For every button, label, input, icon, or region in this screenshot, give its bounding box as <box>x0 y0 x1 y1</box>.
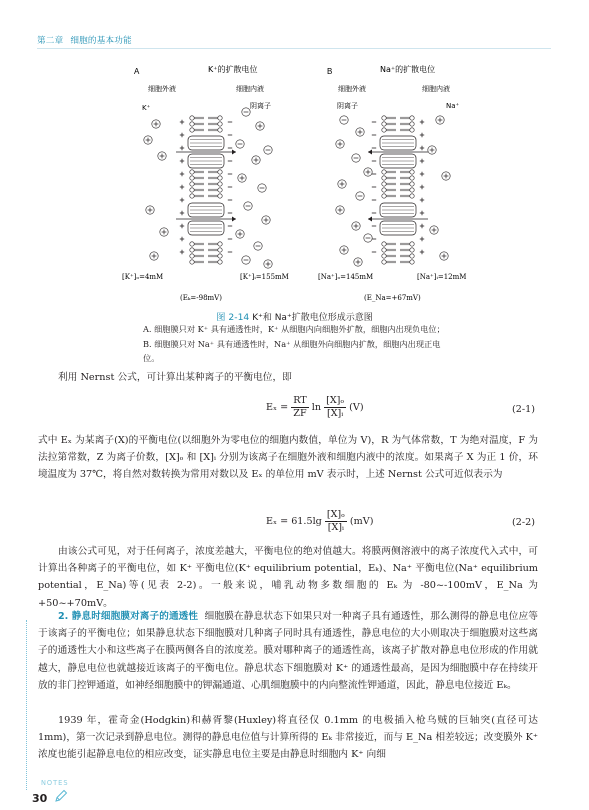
anion <box>264 146 272 154</box>
eq2-outside-conc: [X]ₒ <box>326 509 345 520</box>
plus-charge <box>420 224 424 228</box>
paragraph-permeability <box>38 608 538 694</box>
cation <box>340 246 348 254</box>
equation-2-1-number: (2-1) <box>512 404 535 415</box>
lipid-outer <box>190 176 204 180</box>
lipid-inner <box>400 194 414 198</box>
plus-charge <box>180 159 184 163</box>
plus-charge <box>180 237 184 241</box>
lipid-inner <box>400 128 414 132</box>
lipid-outer <box>382 188 396 192</box>
anion <box>364 234 372 242</box>
anion <box>254 242 262 250</box>
panel-b-potential: (E_Na=+67mV) <box>364 294 421 302</box>
lipid-outer <box>190 128 204 132</box>
lipid-outer <box>382 260 396 264</box>
equation-2-2 <box>266 509 373 534</box>
panel-a-title: K⁺的扩散电位 <box>208 65 258 74</box>
lipid-outer <box>382 128 396 132</box>
cation <box>352 222 360 230</box>
plus-charge <box>420 159 424 163</box>
cation <box>146 206 154 214</box>
equation-2-1 <box>266 395 364 420</box>
plus-charge <box>420 133 424 137</box>
lipid-outer <box>382 122 396 126</box>
panel-b-title: Na⁺的扩散电位 <box>380 65 436 74</box>
cation <box>256 122 264 130</box>
panel-b-inside-label: 细胞内液 <box>422 85 450 93</box>
cation <box>436 116 444 124</box>
panel-b-letter: B <box>327 67 333 76</box>
panel-b-anion-label: 阴离子 <box>337 102 358 110</box>
eq2-concentration-ratio <box>325 509 347 534</box>
lipid-outer <box>382 248 396 252</box>
plus-charge <box>420 250 424 254</box>
lipid-inner <box>400 182 414 186</box>
cation <box>238 174 246 182</box>
cation <box>354 258 362 266</box>
cation <box>338 180 346 188</box>
plus-charge <box>180 146 184 150</box>
panel-a <box>122 64 289 302</box>
lipid-inner <box>208 194 222 198</box>
chapter-title: 细胞的基本功能 <box>70 36 132 46</box>
margin-dotted-line <box>26 620 27 790</box>
panel-a-ion-label: K⁺ <box>142 104 151 112</box>
panel-a-letter: A <box>134 67 140 76</box>
anion <box>236 140 244 148</box>
panel-b-ion-label: Na⁺ <box>446 102 460 110</box>
diffusion-arrow-head <box>368 217 372 222</box>
lipid-inner <box>208 182 222 186</box>
anion <box>356 192 364 200</box>
cation <box>428 146 436 154</box>
lipid-inner <box>208 248 222 252</box>
plus-charge <box>420 172 424 176</box>
panel-a-outside-conc: [K⁺]ₒ=4mM <box>122 273 164 281</box>
cation <box>236 230 244 238</box>
lipid-inner <box>208 188 222 192</box>
cation <box>150 252 158 260</box>
lipid-inner <box>208 254 222 258</box>
anion <box>340 116 348 124</box>
eq1-coefficient <box>291 395 308 420</box>
figure-caption-body: A. 细胞膜只对 K⁺ 具有通透性时，K⁺ 从细胞内向细胞外扩散，细胞内出现负电位；B. 细胞膜只对 Na⁺ 具有通透性时，Na⁺ 从细胞外向细胞内扩散，细胞内出现正电位。 <box>143 324 445 363</box>
lipid-inner <box>400 248 414 252</box>
lipid-outer <box>382 176 396 180</box>
cation <box>442 172 450 180</box>
lipid-inner <box>400 188 414 192</box>
lipid-outer <box>190 254 204 258</box>
lipid-inner <box>208 128 222 132</box>
lipid-inner <box>208 260 222 264</box>
chapter-header <box>37 34 136 46</box>
lipid-outer <box>190 248 204 252</box>
plus-charge <box>180 211 184 215</box>
panel-a-potential: (Eₖ=-98mV) <box>180 294 222 302</box>
lipid-outer <box>382 116 396 120</box>
eq1-numerator: RT <box>293 395 307 406</box>
lipid-inner <box>208 242 222 246</box>
anion <box>258 184 266 192</box>
cation <box>252 156 260 164</box>
paragraph-intro: 利用 Nernst 公式，可计算出某种离子的平衡电位，即 <box>58 372 292 383</box>
figure-number: 图 2-14 <box>216 312 250 323</box>
cation <box>356 128 364 136</box>
plus-charge <box>180 120 184 124</box>
lipid-inner <box>208 176 222 180</box>
eq2-inside-conc: [X]ᵢ <box>327 522 344 533</box>
lipid-inner <box>400 170 414 174</box>
lipid-inner <box>208 170 222 174</box>
plus-charge <box>180 250 184 254</box>
section-title: 2. 静息时细胞膜对离子的通透性 <box>58 611 199 622</box>
plus-charge <box>420 146 424 150</box>
cation <box>262 216 270 224</box>
lipid-outer <box>190 188 204 192</box>
plus-charge <box>420 198 424 202</box>
lipid-inner <box>208 116 222 120</box>
panel-a-anion-label: 阴离子 <box>250 102 271 110</box>
lipid-inner <box>400 122 414 126</box>
panel-b <box>318 64 466 302</box>
membrane-diagram <box>122 60 468 305</box>
lipid-inner <box>400 254 414 258</box>
plus-charge <box>180 172 184 176</box>
anion <box>242 108 250 116</box>
header-rule <box>37 48 551 49</box>
chapter-number: 第二章 <box>37 36 64 46</box>
lipid-inner <box>400 116 414 120</box>
anion <box>242 256 250 264</box>
plus-charge <box>420 185 424 189</box>
lipid-outer <box>190 194 204 198</box>
eq1-unit: (V) <box>349 402 364 413</box>
lipid-inner <box>400 242 414 246</box>
figure-title: K⁺和 Na⁺扩散电位形成示意图 <box>252 313 373 323</box>
plus-charge <box>180 133 184 137</box>
lipid-outer <box>190 116 204 120</box>
eq1-inside-conc: [X]ᵢ <box>326 408 344 419</box>
panel-b-outside-label: 细胞外液 <box>338 85 366 93</box>
cation <box>364 168 372 176</box>
lipid-inner <box>400 260 414 264</box>
cation <box>264 260 272 268</box>
eq2-unit: (mV) <box>349 516 374 527</box>
lipid-inner <box>400 176 414 180</box>
cation <box>430 226 438 234</box>
section-body: 细胞膜在静息状态下如果只对一种离子具有通透性，那么测得的静息电位应等于该离子的平衡电位；如果静息状态下细胞膜对几种离子同时具有通透性，静息电位的大小则取决于细胞膜对这些离子的通透性大小和这些离子在膜两侧各自的浓度差。膜对哪种离子的通透性高，该离子扩散对静息电位形成的作用就越大，静息电位也就越接近该离子的平衡电位。静息状态下细胞膜对 K⁺ 的通透性最高，是因为细胞膜中存在持续开放的非门控钾通道，如神经细胞膜中的钾漏通道、心肌细胞膜中的内向整流性钾通道，因此，静息电位接近 Eₖ。 <box>38 611 538 691</box>
plus-charge <box>180 185 184 189</box>
cation <box>440 252 448 260</box>
paragraph-variables: 式中 Eₓ 为某离子(X)的平衡电位(以细胞外为零电位的细胞内数值，单位为 V)，R 为气体常数，T 为绝对温度，F 为法拉第常数，Z 为离子价数，[X]ₒ 和 [X]ᵢ 分别为该离子在细胞外液和细胞内液中的浓度。如果离子 X 为正 1 价，环境温度为 37℃，将自然对数转换为常用对数以及 Eₓ 的单位用 mV 表示时，上述 Nernst 公式可近似表示为 <box>38 435 538 481</box>
eq1-denominator: ZF <box>293 408 307 419</box>
plus-charge <box>420 237 424 241</box>
plus-charge <box>420 120 424 124</box>
figure-2-14 <box>122 60 468 305</box>
eq1-ln: ln <box>311 402 322 413</box>
lipid-outer <box>382 194 396 198</box>
anion <box>352 154 360 162</box>
lipid-outer <box>190 170 204 174</box>
pencil-icon <box>54 789 68 803</box>
paragraph-equilibrium: 由该公式可见，对于任何离子，浓度差越大，平衡电位的绝对值越大。将膜两侧溶液中的离子浓度代入式中，可计算出各种离子的平衡电位，如 K⁺ 平衡电位(K⁺ equilibrium potential，Eₖ)、Na⁺ 平衡电位(Na⁺ equilibrium potential，E_Na)等(见表 2-2)。一般来说，哺乳动物多数细胞的 Eₖ 为 -80~-100mV，E_Na 为 +50~+70mV。 <box>38 546 538 609</box>
panel-a-outside-label: 细胞外液 <box>148 85 176 93</box>
plus-charge <box>180 224 184 228</box>
anion <box>244 202 252 210</box>
equation-2-2-number: (2-2) <box>512 517 535 528</box>
lipid-outer <box>382 242 396 246</box>
cation <box>152 120 160 128</box>
panel-b-inside-conc: [Na⁺]ᵢ=12mM <box>417 273 467 281</box>
panel-a-inside-label: 细胞内液 <box>236 85 264 93</box>
lipid-outer <box>190 182 204 186</box>
diffusion-arrow-head <box>232 217 236 222</box>
notes-label: NOTES <box>41 779 69 787</box>
cation <box>158 152 166 160</box>
lipid-inner <box>208 122 222 126</box>
paragraph-history: 1939 年，霍奇金(Hodgkin)和赫胥黎(Huxley)将直径仅 0.1mm 的电极插入枪乌贼的巨轴突(直径可达 1mm)，第一次记录到静息电位。测得的静息电位值与计算所得的 Eₖ 非常接近，而与 E_Na 相差较远；改变膜外 K⁺ 浓度也能引起静息电位的相应改变，证实静息电位主要是由静息时细胞内 K⁺ 向细 <box>38 715 538 761</box>
lipid-outer <box>190 260 204 264</box>
lipid-outer <box>190 242 204 246</box>
eq2-lhs: Eₓ = 61.5lg <box>266 516 322 527</box>
cation <box>160 228 168 236</box>
eq1-concentration-ratio <box>324 395 346 420</box>
eq1-lhs: Eₓ = <box>266 402 289 413</box>
plus-charge <box>180 198 184 202</box>
eq1-outside-conc: [X]ₒ <box>326 395 345 406</box>
diffusion-arrow-head <box>232 150 236 155</box>
lipid-outer <box>190 122 204 126</box>
cation <box>144 136 152 144</box>
figure-caption-title <box>0 309 589 323</box>
panel-a-inside-conc: [K⁺]ᵢ=155mM <box>240 273 289 281</box>
page-number: 30 <box>32 792 48 805</box>
cation <box>336 206 344 214</box>
panel-b-outside-conc: [Na⁺]ₒ=145mM <box>318 273 374 281</box>
diffusion-arrow-head <box>368 150 372 155</box>
lipid-outer <box>382 182 396 186</box>
cation <box>336 140 344 148</box>
lipid-outer <box>382 170 396 174</box>
plus-charge <box>420 211 424 215</box>
lipid-outer <box>382 254 396 258</box>
